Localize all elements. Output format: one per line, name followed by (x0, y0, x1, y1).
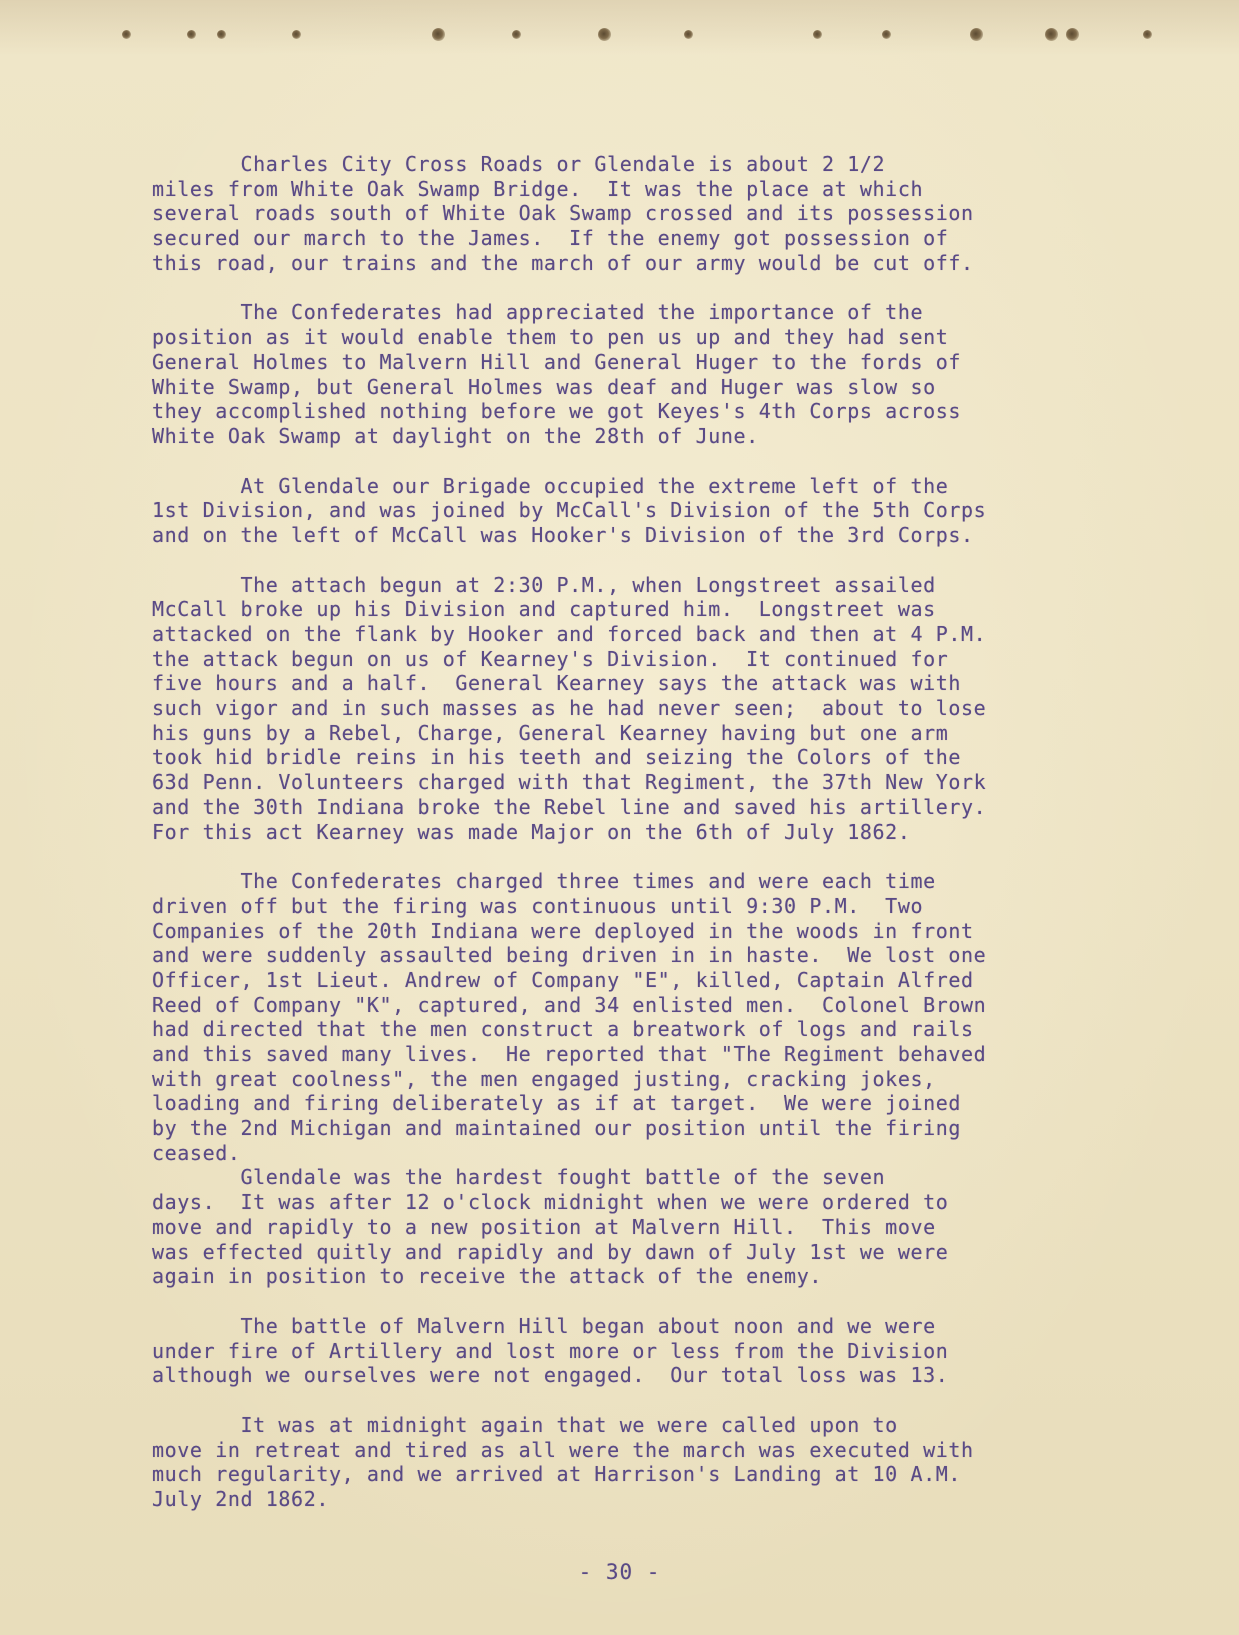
text-line: The battle of Malvern Hill began about noon and we were (152, 1313, 936, 1338)
text-line: Companies of the 20th Indiana were deployed in the woods in front (152, 918, 974, 943)
text-line: move in retreat and tired as all were the march was executed with (152, 1437, 974, 1462)
text-line: had directed that the men construct a breatwork of logs and rails (152, 1017, 974, 1042)
text-line: with great coolness", the men engaged justing, cracking jokes, (152, 1066, 936, 1091)
punch-hole-mark (598, 28, 611, 41)
text-line: several roads south of White Oak Swamp crossed and its possession (152, 201, 974, 226)
paragraph (152, 474, 1142, 548)
text-line: driven off but the firing was continuous until 9:30 P.M. Two (152, 893, 924, 918)
text-line: General Holmes to Malvern Hill and General Huger to the fords of (152, 349, 962, 374)
text-line: by the 2nd Michigan and maintained our position until the firing (152, 1116, 962, 1141)
punch-hole-mark (292, 30, 301, 39)
text-line: 1st Division, and was joined by McCall's Division of the 5th Corps (152, 498, 987, 523)
text-line: The Confederates charged three times and were each time (152, 869, 936, 894)
text-line: White Oak Swamp at daylight on the 28th of June. (152, 423, 759, 448)
text-line: At Glendale our Brigade occupied the extreme left of the (152, 473, 949, 498)
paragraph (152, 1165, 1142, 1288)
text-line: Reed of Company "K", captured, and 34 enlisted men. Colonel Brown (152, 992, 987, 1017)
text-line: his guns by a Rebel, Charge, General Kearney having but one arm (152, 720, 949, 745)
text-line: and on the left of McCall was Hooker's Division of the 3rd Corps. (152, 522, 974, 547)
punch-hole-mark (512, 30, 521, 39)
text-line: was effected quitly and rapidly and by dawn of July 1st we were (152, 1239, 949, 1264)
punch-hole-mark (882, 30, 891, 39)
text-line: they accomplished nothing before we got Keyes's 4th Corps across (152, 399, 962, 424)
text-line: took hid bridle reins in his teeth and seizing the Colors of the (152, 745, 962, 770)
text-line: this road, our trains and the march of our army would be cut off. (152, 250, 974, 275)
punch-hole-mark (970, 28, 983, 41)
text-line: days. It was after 12 o'clock midnight when we were ordered to (152, 1190, 949, 1215)
text-line: Charles City Cross Roads or Glendale is about 2 1/2 (152, 152, 886, 176)
text-line: loading and firing deliberately as if at target. We were joined (152, 1091, 962, 1116)
text-line: Glendale was the hardest fought battle of the seven (152, 1165, 886, 1190)
page-number: - 30 - (578, 1560, 661, 1584)
punch-hole-mark (1066, 28, 1079, 41)
text-line: miles from White Oak Swamp Bridge. It was the place at which (152, 176, 924, 201)
paragraph (152, 1413, 1142, 1512)
punch-hole-mark (122, 30, 131, 39)
punch-hole-mark (684, 30, 693, 39)
text-line: 63d Penn. Volunteers charged with that Regiment, the 37th New York (152, 770, 987, 795)
typewritten-text (152, 152, 1142, 1537)
text-line: the attack begun on us of Kearney's Division. It continued for (152, 646, 949, 671)
text-line: ceased. (152, 1140, 241, 1165)
text-line: McCall broke up his Division and captured him. Longstreet was (152, 597, 936, 622)
punch-hole-mark (187, 30, 196, 39)
text-line: July 2nd 1862. (152, 1487, 329, 1511)
binder-holes (0, 22, 1239, 52)
text-line: It was at midnight again that we were called upon to (152, 1412, 898, 1437)
text-line: again in position to receive the attack of the enemy. (152, 1264, 822, 1289)
text-line: and the 30th Indiana broke the Rebel line and saved his artillery. (152, 794, 987, 819)
text-line: move and rapidly to a new position at Malvern Hill. This move (152, 1214, 936, 1239)
paragraph (152, 1314, 1142, 1388)
text-line: position as it would enable them to pen us up and they had sent (152, 325, 949, 350)
punch-hole-mark (1143, 30, 1152, 39)
text-line: attacked on the flank by Hooker and forced back and then at 4 P.M. (152, 622, 987, 646)
text-line: White Swamp, but General Holmes was deaf and Huger was slow so (152, 374, 936, 399)
text-line: and were suddenly assaulted being driven in in haste. We lost one (152, 943, 987, 968)
punch-hole-mark (432, 28, 445, 41)
text-line: Officer, 1st Lieut. Andrew of Company "E", killed, Captain Alfred (152, 967, 974, 992)
paragraph (152, 152, 1142, 275)
punch-hole-mark (1045, 28, 1058, 41)
text-line: For this act Kearney was made Major on the 6th of July 1862. (152, 819, 911, 844)
text-line: five hours and a half. General Kearney says the attack was with (152, 671, 962, 696)
punch-hole-mark (813, 30, 822, 39)
text-line: and this saved many lives. He reported that "The Regiment behaved (152, 1042, 987, 1066)
paragraph (152, 869, 1142, 1165)
punch-hole-mark (217, 30, 226, 39)
text-line: under fire of Artillery and lost more or less from the Division (152, 1338, 949, 1363)
text-line: much regularity, and we arrived at Harrison's Landing at 10 A.M. (152, 1462, 962, 1487)
text-line: The Confederates had appreciated the importance of the (152, 300, 924, 325)
text-line: although we ourselves were not engaged. Our total loss was 13. (152, 1363, 949, 1388)
paragraph (152, 300, 1142, 448)
text-line: such vigor and in such masses as he had never seen; about to lose (152, 696, 987, 721)
text-line: secured our march to the James. If the enemy got possession of (152, 226, 949, 251)
paragraph (152, 573, 1142, 845)
text-line: The attach begun at 2:30 P.M., when Longstreet assailed (152, 572, 936, 597)
